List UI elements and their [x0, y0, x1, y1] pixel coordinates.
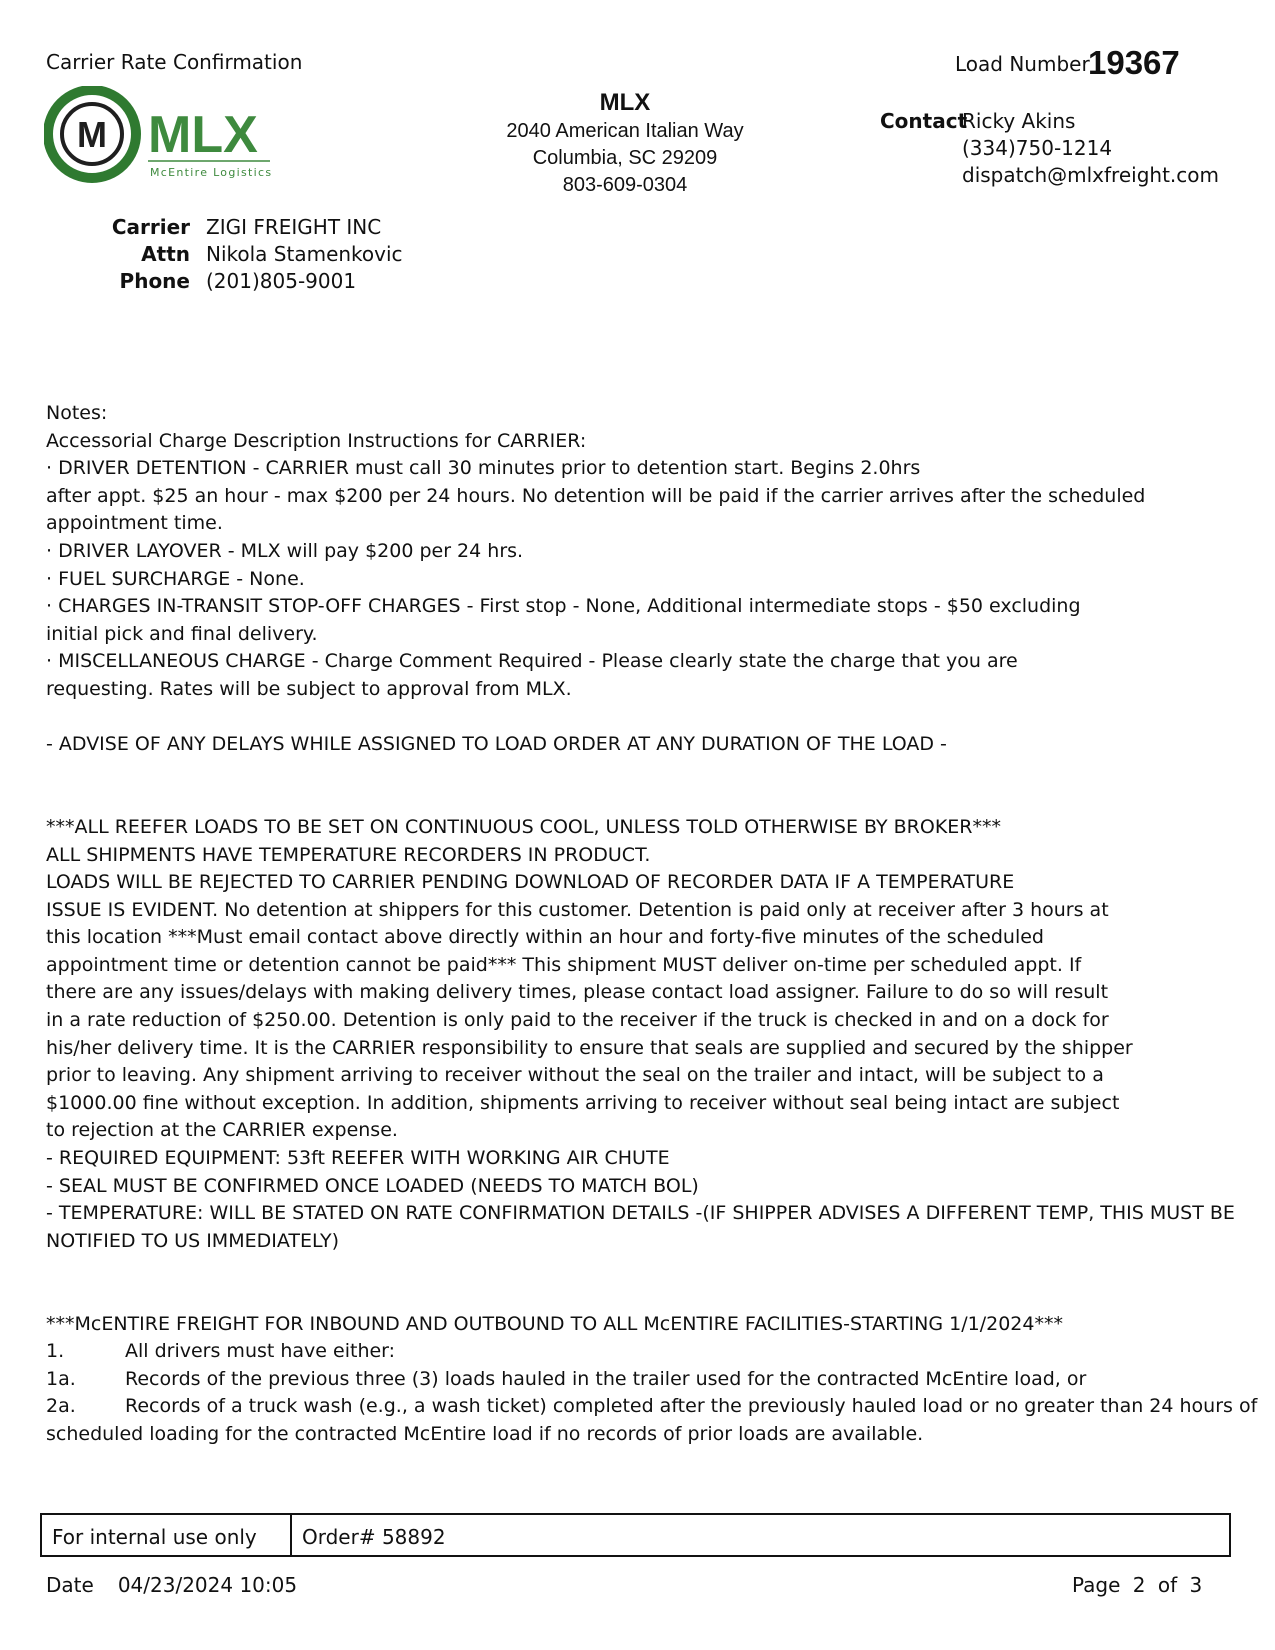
notes-line: appointment time or detention cannot be paid*** This shipment MUST deliver on-time per scheduled appt. If	[46, 953, 1082, 976]
date-value: 04/23/2024 10:05	[117, 1573, 298, 1597]
notes-line: - ADVISE OF ANY DELAYS WHILE ASSIGNED TO LOAD ORDER AT ANY DURATION OF THE LOAD -	[46, 733, 947, 756]
document-title: Carrier Rate Confirmation	[46, 50, 303, 74]
notes-line: · MISCELLANEOUS CHARGE - Charge Comment Required - Please clearly state the charge that you are	[46, 650, 1018, 673]
company-phone: 803-609-0304	[562, 174, 688, 196]
order-number: Order# 58892	[302, 1525, 446, 1549]
requirement-text: All drivers must have either:	[125, 1340, 396, 1363]
notes-line: his/her delivery time. It is the CARRIER responsibility to ensure that seals are supplied and secured by the shipper	[46, 1036, 1133, 1059]
notes-line: after appt. $25 an hour - max $200 per 24 hours. No detention will be paid if the carrier arrives after the scheduled	[46, 484, 1146, 507]
notes-line: · DRIVER DETENTION - CARRIER must call 30 minutes prior to detention start. Begins 2.0hrs	[46, 457, 921, 480]
notes-blank-line	[46, 704, 1236, 732]
company-name: MLX	[599, 89, 651, 116]
requirement-text: Records of the previous three (3) loads hauled in the trailer used for the contracted McEntire load, or	[125, 1367, 1087, 1390]
company-address-line1: 2040 American Italian Way	[506, 120, 744, 142]
logo-letter: M	[77, 114, 107, 155]
notes-final-line: scheduled loading for the contracted McEntire load if no records of prior loads are available.	[46, 1422, 924, 1445]
notes-line: prior to leaving. Any shipment arriving to receiver without the seal on the trailer and intact, will be subject to a	[46, 1064, 1104, 1087]
requirement-number: 1a.	[46, 1367, 76, 1390]
notes-line: Notes:	[46, 402, 108, 424]
requirement-text: Records of a truck wash (e.g., a wash ticket) completed after the previously hauled load or no greater than 24 hours of	[125, 1395, 1258, 1418]
notes-line: to rejection at the CARRIER expense.	[46, 1119, 398, 1142]
notes-line: LOADS WILL BE REJECTED TO CARRIER PENDING DOWNLOAD OF RECORDER DATA IF A TEMPERATURE	[46, 871, 1015, 894]
notes-blank-line	[46, 1255, 1236, 1283]
notes-line: there are any issues/delays with making delivery times, please contact load assigner. Failure to do so will result	[46, 981, 1109, 1004]
notes-line: $1000.00 fine without exception. In addition, shipments arriving to receiver without seal being intact are subject	[46, 1091, 1120, 1114]
footer-date	[46, 1573, 297, 1597]
company-logo	[44, 86, 284, 190]
load-number: 19367	[1088, 44, 1180, 81]
requirement-number: 2a.	[46, 1395, 76, 1418]
numbered-requirement	[46, 1393, 1258, 1421]
notes-line: ***ALL REEFER LOADS TO BE SET ON CONTINUOUS COOL, UNLESS TOLD OTHERWISE BY BROKER***	[46, 815, 1001, 838]
notes-line: appointment time.	[46, 512, 223, 535]
notes-line: · DRIVER LAYOVER - MLX will pay $200 per 24 hrs.	[46, 539, 524, 562]
page-number: 2	[1132, 1573, 1146, 1597]
notes-line: - SEAL MUST BE CONFIRMED ONCE LOADED (NEEDS TO MATCH BOL)	[46, 1174, 699, 1197]
notes-section	[46, 400, 1258, 1449]
numbered-requirement	[46, 1366, 1236, 1394]
notes-line: - REQUIRED EQUIPMENT: 53ft REEFER WITH WORKING AIR CHUTE	[46, 1147, 670, 1170]
notes-blank-line	[46, 759, 1236, 787]
notes-line: requesting. Rates will be subject to approval from MLX.	[46, 677, 572, 700]
company-address-block	[460, 88, 790, 199]
company-address-line2: Columbia, SC 29209	[532, 147, 718, 169]
notes-line: ISSUE IS EVIDENT. No detention at shippers for this customer. Detention is paid only at receiver after 3 hours at	[46, 898, 1109, 921]
contact-label: Contact	[880, 109, 968, 133]
notes-line: initial pick and final delivery.	[46, 622, 318, 645]
logo-wordmark: MLX	[148, 106, 258, 164]
numbered-requirement	[46, 1338, 1236, 1366]
contact-phone: (334)750-1214	[962, 136, 1113, 160]
notes-blank-line	[46, 786, 1236, 814]
date-label: Date	[46, 1573, 94, 1597]
carrier-name: ZIGI FREIGHT INC	[206, 215, 382, 239]
internal-use-label: For internal use only	[42, 1515, 292, 1555]
notes-line: Accessorial Charge Description Instructions for CARRIER:	[46, 429, 587, 452]
contact-email[interactable]: dispatch@mlxfreight.com	[962, 163, 1219, 187]
page-total: 3	[1189, 1573, 1203, 1597]
notes-line: ALL SHIPMENTS HAVE TEMPERATURE RECORDERS IN PRODUCT.	[46, 843, 651, 866]
carrier-label: Carrier	[111, 215, 190, 239]
logo-tagline: McEntire Logistics	[150, 166, 273, 179]
notes-line: - TEMPERATURE: WILL BE STATED ON RATE CONFIRMATION DETAILS -(IF SHIPPER ADVISES A DIFFERENT TEMP, THIS MUST BE	[46, 1202, 1235, 1225]
notes-line: this location ***Must email contact above directly within an hour and forty-five minutes of the scheduled	[46, 926, 1044, 949]
contact-name: Ricky Akins	[962, 109, 1076, 133]
attn-name: Nikola Stamenkovic	[206, 242, 403, 266]
requirement-number: 1.	[46, 1340, 65, 1363]
carrier-phone-label: Phone	[119, 269, 190, 293]
page-of-label: of	[1157, 1573, 1178, 1597]
internal-use-box	[40, 1513, 1231, 1557]
notes-line: · FUEL SURCHARGE - None.	[46, 567, 305, 590]
notes-line: · CHARGES IN-TRANSIT STOP-OFF CHARGES - First stop - None, Additional intermediate stops - $50 excluding	[46, 595, 1081, 618]
notes-line: in a rate reduction of $250.00. Detention is only paid to the receiver if the truck is checked in and on a dock for	[46, 1009, 1109, 1032]
load-number-label: Load Number	[955, 52, 1090, 76]
footer-page	[1072, 1573, 1208, 1597]
carrier-phone: (201)805-9001	[206, 269, 357, 293]
notes-blank-line	[46, 1283, 1236, 1311]
page-label: Page	[1072, 1573, 1121, 1597]
attn-label: Attn	[141, 242, 190, 266]
notes-line: NOTIFIED TO US IMMEDIATELY)	[46, 1229, 340, 1252]
notes-line: ***McENTIRE FREIGHT FOR INBOUND AND OUTBOUND TO ALL McENTIRE FACILITIES-STARTING 1/1/2024***	[46, 1312, 1063, 1335]
